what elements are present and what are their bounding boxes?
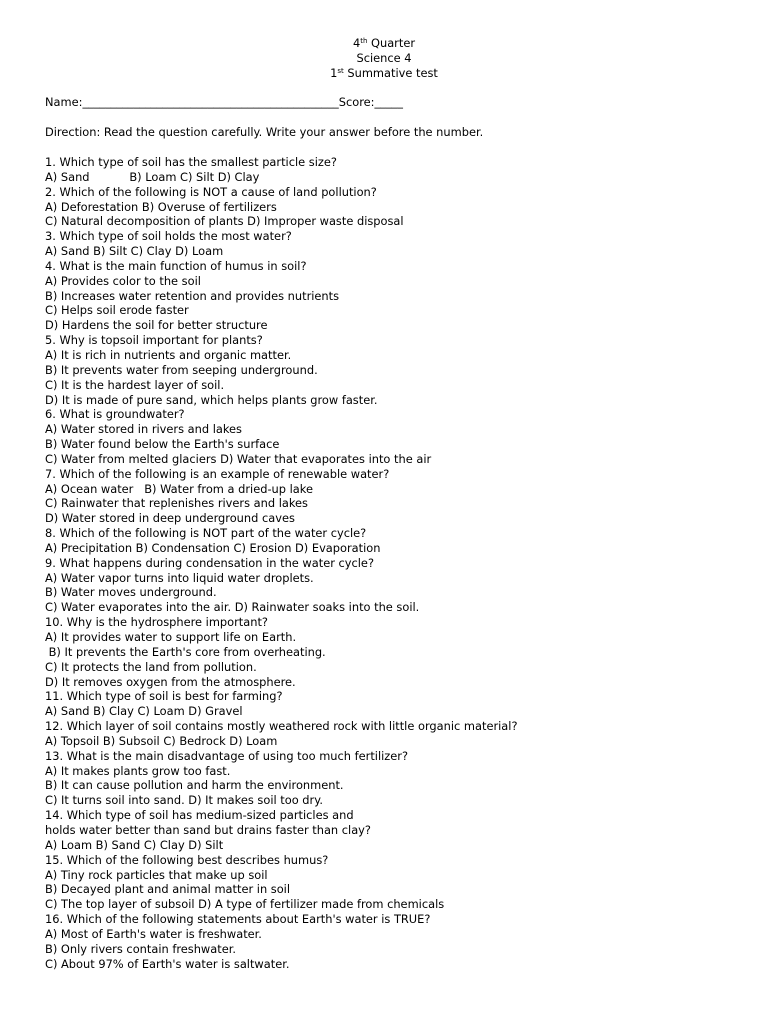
text-line: B) Water moves underground. xyxy=(45,585,217,600)
text-line: 10. Why is the hydrosphere important? xyxy=(45,615,268,630)
text-line: A) Sand B) Loam C) Silt D) Clay xyxy=(45,169,260,184)
document-header xyxy=(0,36,768,81)
text-line: 12. Which layer of soil contains mostly weathered rock with little organic material? xyxy=(45,719,518,734)
text-line: B) Only rivers contain freshwater. xyxy=(45,941,236,956)
text-line: C) It is the hardest layer of soil. xyxy=(45,377,225,392)
text-line: 14. Which type of soil has medium-sized particles and xyxy=(45,808,354,823)
text-line: A) Most of Earth's water is freshwater. xyxy=(45,926,262,941)
text-line: C) About 97% of Earth's water is saltwater. xyxy=(45,956,290,971)
text-line: B) Decayed plant and animal matter in soil xyxy=(45,882,291,897)
text-line: C) Helps soil erode faster xyxy=(45,303,189,318)
text-line: C) Natural decomposition of plants D) Improper waste disposal xyxy=(45,214,404,229)
text-line: 1. Which type of soil has the smallest particle size? xyxy=(45,155,337,169)
text-line: A) Deforestation B) Overuse of fertilizers xyxy=(45,199,277,214)
quarter-superscript: th xyxy=(360,37,368,45)
text-line: 4. What is the main function of humus in soil? xyxy=(45,258,307,273)
text-line: holds water better than sand but drains faster than clay? xyxy=(45,822,371,837)
text-line: B) It can cause pollution and harm the environment. xyxy=(45,778,344,793)
text-line: 13. What is the main disadvantage of using too much fertilizer? xyxy=(45,748,408,763)
directions: Direction: Read the question carefully. Write your answer before the number. xyxy=(45,125,484,139)
text-line: 5. Why is topsoil important for plants? xyxy=(45,333,263,348)
text-line: C) Rainwater that replenishes rivers and lakes xyxy=(45,496,308,511)
text-line: B) Water found below the Earth's surface xyxy=(45,437,280,452)
text-line: B) Increases water retention and provides nutrients xyxy=(45,288,340,303)
test-heading xyxy=(0,66,768,81)
text-line: A) Tiny rock particles that make up soil xyxy=(45,867,268,882)
text-line: A) Precipitation B) Condensation C) Erosion D) Evaporation xyxy=(45,540,381,555)
text-line: A) It provides water to support life on Earth. xyxy=(45,630,297,644)
text-line: A) Sand B) Silt C) Clay D) Loam xyxy=(45,244,224,259)
text-line: 6. What is groundwater? xyxy=(45,407,185,422)
text-line: 15. Which of the following best describes humus? xyxy=(45,852,329,867)
questions-list xyxy=(45,155,518,971)
text-line: A) Topsoil B) Subsoil C) Bedrock D) Loam xyxy=(45,733,278,748)
text-line: C) It protects the land from pollution. xyxy=(45,659,257,674)
text-line: C) Water from melted glaciers D) Water that evaporates into the air xyxy=(45,451,432,466)
text-line: B) It prevents the Earth's core from overheating. xyxy=(45,644,326,659)
text-line: A) Ocean water B) Water from a dried-up lake xyxy=(45,481,313,496)
quarter-label: Quarter xyxy=(367,36,416,50)
quarter-number: 4 xyxy=(352,36,361,50)
text-line: C) It turns soil into sand. D) It makes soil too dry. xyxy=(45,793,323,808)
text-line: D) It is made of pure sand, which helps plants grow faster. xyxy=(45,392,378,407)
name-score-line: Name:_____________________________________________Score:_____ xyxy=(45,95,403,109)
test-label: Summative test xyxy=(343,66,438,80)
text-line: 3. Which type of soil holds the most water? xyxy=(45,229,292,244)
text-line: A) Provides color to the soil xyxy=(45,273,201,288)
text-line: A) It makes plants grow too fast. xyxy=(45,763,231,778)
text-line: 11. Which type of soil is best for farming? xyxy=(45,689,283,704)
subject-heading: Science 4 xyxy=(356,51,412,65)
text-line: D) It removes oxygen from the atmosphere. xyxy=(45,674,296,689)
text-line: 16. Which of the following statements about Earth's water is TRUE? xyxy=(45,912,431,927)
text-line: 8. Which of the following is NOT part of the water cycle? xyxy=(45,526,367,541)
text-line: A) Sand B) Clay C) Loam D) Gravel xyxy=(45,704,243,719)
text-line: C) Water evaporates into the air. D) Rainwater soaks into the soil. xyxy=(45,600,420,615)
test-number: 1 xyxy=(330,66,338,80)
text-line: 9. What happens during condensation in the water cycle? xyxy=(45,555,374,570)
text-line: A) It is rich in nutrients and organic matter. xyxy=(45,347,292,362)
text-line: D) Water stored in deep underground caves xyxy=(45,511,295,526)
text-line: 7. Which of the following is an example of renewable water? xyxy=(45,466,390,481)
text-line: C) The top layer of subsoil D) A type of fertilizer made from chemicals xyxy=(45,897,445,912)
text-line: A) Water vapor turns into liquid water droplets. xyxy=(45,570,314,585)
text-line: 2. Which of the following is NOT a cause of land pollution? xyxy=(45,184,377,199)
test-superscript: st xyxy=(337,67,344,75)
text-line: A) Water stored in rivers and lakes xyxy=(45,422,242,437)
quarter-heading xyxy=(0,36,768,51)
text-line: B) It prevents water from seeping underground. xyxy=(45,362,318,377)
text-line: A) Loam B) Sand C) Clay D) Silt xyxy=(45,837,224,852)
text-line: D) Hardens the soil for better structure xyxy=(45,318,268,333)
